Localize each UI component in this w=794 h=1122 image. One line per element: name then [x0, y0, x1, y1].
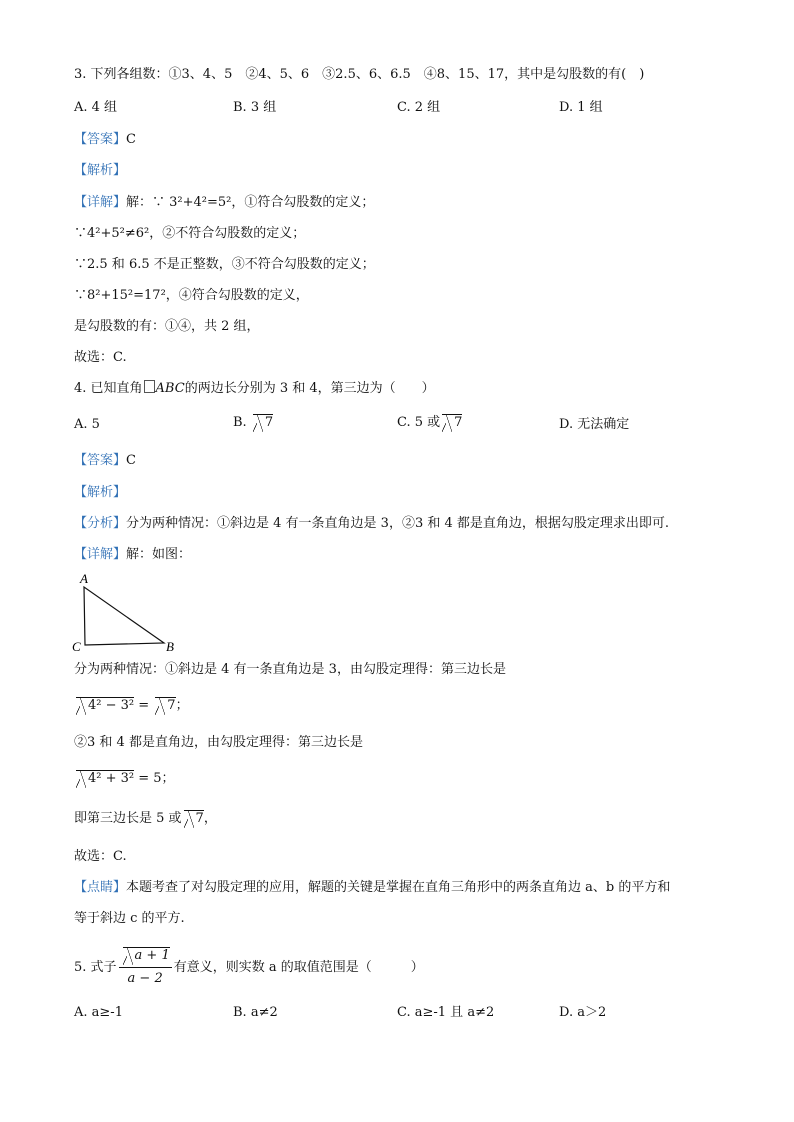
triangle-figure	[70, 570, 185, 654]
q4-option-a: A. 5	[74, 417, 100, 432]
conclusion-text: 即第三边长是 5 或	[74, 811, 182, 826]
q3-option-d: D. 1 组	[559, 100, 603, 115]
punct: ；	[175, 698, 189, 713]
q4-comment-1	[74, 879, 670, 897]
sqrt-radical	[442, 414, 462, 431]
q4-case-1: 分为两种情况：①斜边是 4 有一条直角边是 3，由勾股定理得：第三边长是	[74, 662, 506, 677]
equals: =	[138, 698, 154, 713]
q4-stem	[74, 380, 435, 398]
fraction-numerator	[119, 946, 172, 968]
radicand: a + 1	[134, 948, 170, 963]
q4-conclusion	[74, 810, 217, 828]
option-label: B.	[233, 415, 247, 430]
q3-stem: 3. 下列各组数：①3、4、5 ②4、5、6 ③2.5、6、6.5 ④8、15、17，其中是勾股数的有( )	[74, 67, 645, 82]
vertex-c-label: C	[72, 639, 81, 654]
q4-comment-2: 等于斜边 c 的平方.	[74, 911, 185, 926]
q4-analysis-tag: 【解析】	[74, 485, 127, 500]
triangle-name: ABC	[155, 381, 185, 396]
q4-option-b	[233, 414, 273, 432]
q3-detail-6: 故选：C.	[74, 350, 127, 365]
stem-part: 的两边长分别为 3 和 4，第三边为（ ）	[184, 381, 435, 396]
detail-tag: 【详解】	[74, 547, 127, 562]
q4-answer	[74, 452, 136, 470]
q3-option-a: A. 4 组	[74, 100, 118, 115]
q5-option-a: A. a≥-1	[74, 1005, 123, 1020]
q4-choose: 故选：C.	[74, 849, 127, 864]
denominator-text: a − 2	[127, 971, 163, 986]
fraction	[119, 946, 172, 989]
answer-value: C	[126, 453, 136, 468]
sqrt-radical	[155, 697, 175, 714]
punct: ，	[203, 811, 217, 826]
q4-fenxi	[74, 515, 669, 533]
q3-option-b: B. 3 组	[233, 100, 277, 115]
q4-formula-2	[74, 770, 175, 788]
sqrt-radical	[123, 947, 170, 964]
triangle-shape	[84, 587, 164, 645]
sqrt-radical	[76, 697, 134, 714]
vertex-a-label: A	[80, 571, 88, 586]
q3-detail-5: 是勾股数的有：①④，共 2 组，	[74, 319, 260, 334]
q3-detail-1	[74, 194, 374, 212]
option-label: C. 5 或	[397, 415, 441, 430]
radicand: 7	[195, 811, 204, 826]
stem-part: 5. 式子	[74, 960, 117, 975]
q4-formula-1	[74, 697, 189, 715]
sqrt-radical	[253, 414, 273, 431]
triangle-symbol-icon	[144, 380, 155, 393]
fenxi-tag: 【分析】	[74, 516, 127, 531]
stem-part: 4. 已知直角	[74, 381, 143, 396]
stem-part: 有意义，则实数 a 的取值范围是（ ）	[173, 960, 424, 975]
q3-detail-2: ∵4²+5²≠6²，②不符合勾股数的定义；	[74, 226, 306, 241]
q5-option-c: C. a≥-1 且 a≠2	[397, 1005, 495, 1020]
comment-text: 本题考查了对勾股定理的应用，解题的关键是掌握在直角三角形中的两条直角边 a、b 的平方和	[126, 880, 671, 895]
radicand: 7	[454, 415, 463, 430]
q5-stem	[74, 946, 424, 989]
fenxi-text: 分为两种情况：①斜边是 4 有一条直角边是 3，②3 和 4 都是直角边，根据勾股定理求出即可.	[126, 516, 670, 531]
q3-detail-4: ∵8²+15²=17²，④符合勾股数的定义，	[74, 288, 309, 303]
answer-value: C	[126, 132, 136, 147]
detail-tag: 【详解】	[74, 195, 127, 210]
vertex-b-label: B	[166, 639, 174, 654]
radicand: 7	[167, 698, 176, 713]
radicand: 7	[264, 415, 274, 430]
answer-tag: 【答案】	[74, 453, 127, 468]
q4-case-2: ②3 和 4 都是直角边，由勾股定理得：第三边长是	[74, 735, 363, 750]
q4-option-c	[397, 414, 462, 432]
detail-text: 解：∵ 3²+4²=5²，①符合勾股数的定义；	[126, 195, 375, 210]
q5-option-b: B. a≠2	[233, 1005, 278, 1020]
answer-tag: 【答案】	[74, 132, 127, 147]
q5-option-d: D. a＞2	[559, 1005, 607, 1020]
fraction-denominator	[119, 968, 172, 989]
comment-tag: 【点睛】	[74, 880, 127, 895]
equals: = 5；	[138, 771, 175, 786]
q4-detail	[74, 546, 191, 564]
sqrt-radical	[76, 770, 134, 787]
q4-option-d: D. 无法确定	[559, 417, 630, 432]
q3-answer	[74, 131, 136, 149]
radicand: 4² − 3²	[88, 698, 135, 713]
detail-text: 解：如图：	[126, 547, 192, 562]
q3-detail-3: ∵2.5 和 6.5 不是正整数，③不符合勾股数的定义；	[74, 257, 375, 272]
q3-option-c: C. 2 组	[397, 100, 441, 115]
sqrt-radical	[184, 810, 204, 827]
radicand: 4² + 3²	[88, 771, 135, 786]
q3-analysis-tag: 【解析】	[74, 163, 127, 178]
